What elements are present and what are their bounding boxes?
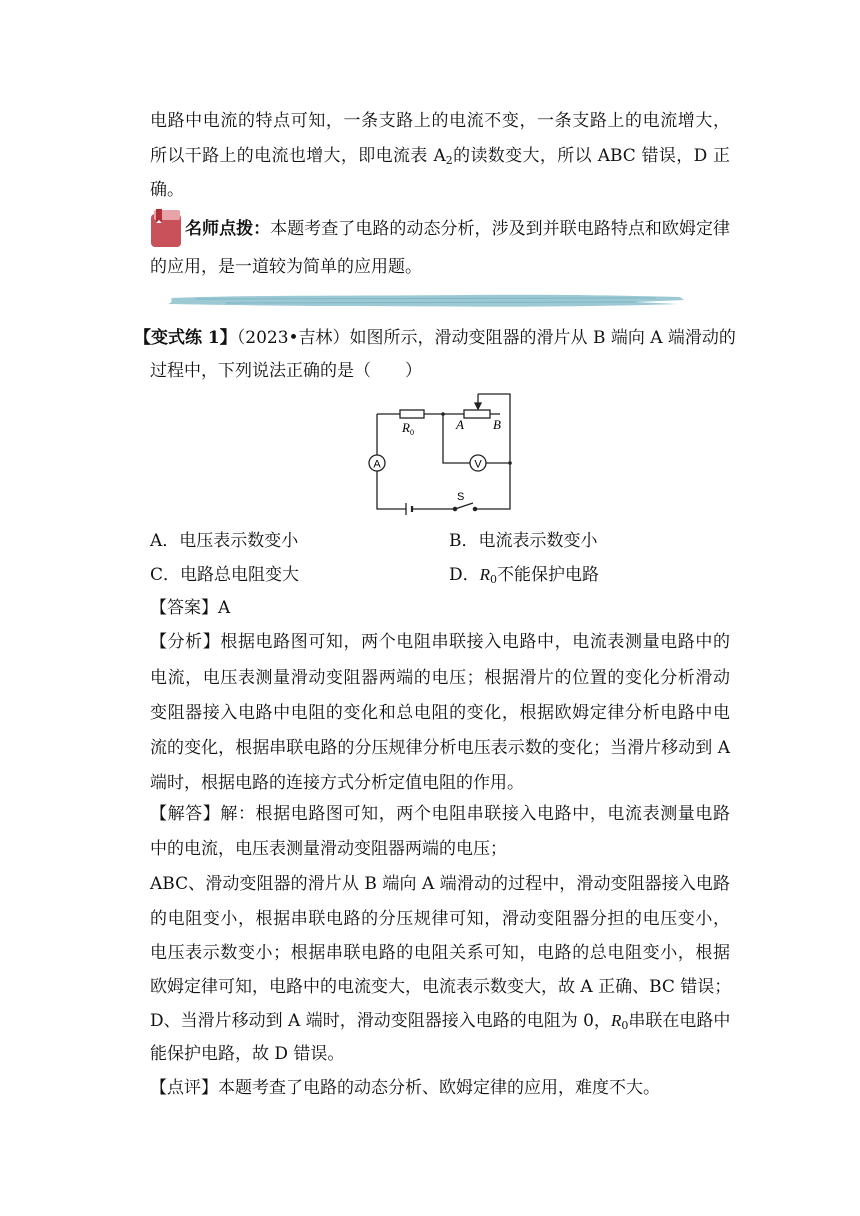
analysis-line: 电流，电压表测量滑动变阻器两端的电压；根据滑片的位置的变化分析滑动 <box>150 668 730 688</box>
question-text: （2023•吉林）如图所示，滑动变阻器的滑片从 B 端向 A 端滑动的 <box>236 328 736 348</box>
ammeter-label: A <box>373 458 381 471</box>
bookmark-icon <box>150 208 182 248</box>
text-segment: 串联在电路中 <box>628 1011 731 1031</box>
brush-divider <box>166 293 686 309</box>
solution-line <box>150 803 730 825</box>
resistor-r0-label: $R_0$ <box>402 420 414 437</box>
option-c: C．电路总电阻变大 <box>150 565 300 585</box>
option-d <box>449 564 599 586</box>
comment-tag: 【点评】 <box>150 1078 218 1098</box>
tip-text: 本题考查了电路的动态分析，涉及到并联电路特点和欧姆定律 <box>270 219 731 239</box>
voltmeter-label: V <box>474 458 482 471</box>
paragraph-line: 电路中电流的特点可知，一条支路上的电流不变，一条支路上的电流增大， <box>150 111 730 131</box>
solution-tag: 【解答】 <box>150 804 221 824</box>
subscript: 0 <box>490 573 498 586</box>
symbol-r: R <box>479 565 491 584</box>
circuit-diagram <box>360 388 525 516</box>
option-a: A．电压表示数变小 <box>150 531 299 551</box>
option-b: B．电流表示数变小 <box>449 531 598 551</box>
analysis-line: 流的变化，根据串联电路的分压规律分析电压表示数的变化；当滑片移动到 A <box>150 738 730 758</box>
subscript: 0 <box>621 1019 629 1032</box>
switch-label: S <box>457 491 465 503</box>
solution-line: 中的电流，电压表测量滑动变阻器两端的电压； <box>150 839 507 859</box>
text-segment: D、当滑片移动到 A 端时，滑动变阻器接入电路的电阻为 0， <box>150 1011 611 1031</box>
tip-line <box>185 218 730 240</box>
solution-line: ABC、滑动变阻器的滑片从 B 端向 A 端滑动的过程中，滑动变阻器接入电路 <box>150 874 730 894</box>
junction-dot <box>441 412 445 416</box>
junction-dot <box>508 461 512 465</box>
rheostat-b-label: B <box>493 417 501 432</box>
question-line <box>134 327 736 349</box>
solution-line: 电压表示数变小；根据串联电路的电阻关系可知，电路的总电阻变小，根据 <box>150 943 730 963</box>
tip-label: 名师点拨： <box>185 219 271 239</box>
text-segment: D． <box>449 565 480 585</box>
tip-line: 的应用，是一道较为简单的应用题。 <box>150 257 422 277</box>
text-segment: 的读数变大，所以 ABC 错误，D 正 <box>452 146 730 166</box>
solution-line: 的电阻变小，根据串联电路的分压规律可知，滑动变阻器分担的电压变小， <box>150 909 730 929</box>
analysis-line: 变阻器接入电路中电阻的变化和总电阻的变化，根据欧姆定律分析电路中电 <box>150 703 730 723</box>
question-tag: 【变式练 1】 <box>134 328 237 348</box>
solution-line: 欧姆定律可知，电路中的电流变大，电流表示数变大，故 A 正确、BC 错误； <box>150 977 732 997</box>
rheostat-a-label: A <box>456 417 464 432</box>
analysis-line <box>150 631 730 653</box>
paragraph-line: 确。 <box>150 180 184 200</box>
symbol-r: R <box>610 1011 622 1030</box>
comment-line <box>150 1077 730 1099</box>
text-segment: 解：根据电路图可知，两个电阻串联接入电路中，电流表测量电路 <box>220 804 730 824</box>
analysis-line: 端时，根据电路的连接方式分析定值电阻的作用。 <box>150 773 524 793</box>
question-line: 过程中，下列说法正确的是（ ） <box>150 361 422 381</box>
paragraph-line <box>150 145 730 167</box>
text-segment: 本题考查了电路的动态分析、欧姆定律的应用，难度不大。 <box>218 1078 660 1098</box>
text-segment: 不能保护电路 <box>497 565 600 585</box>
text-segment: 所以干路上的电流也增大，即电流表 A <box>150 146 446 166</box>
text-segment: 根据电路图可知，两个电阻串联接入电路中，电流表测量电路中的 <box>220 632 730 652</box>
answer-line: 【答案】A <box>150 598 231 618</box>
analysis-tag: 【分析】 <box>150 632 221 652</box>
solution-line <box>150 1010 730 1032</box>
solution-line: 能保护电路，故 D 错误。 <box>150 1044 345 1064</box>
subscript: 2 <box>445 154 453 167</box>
